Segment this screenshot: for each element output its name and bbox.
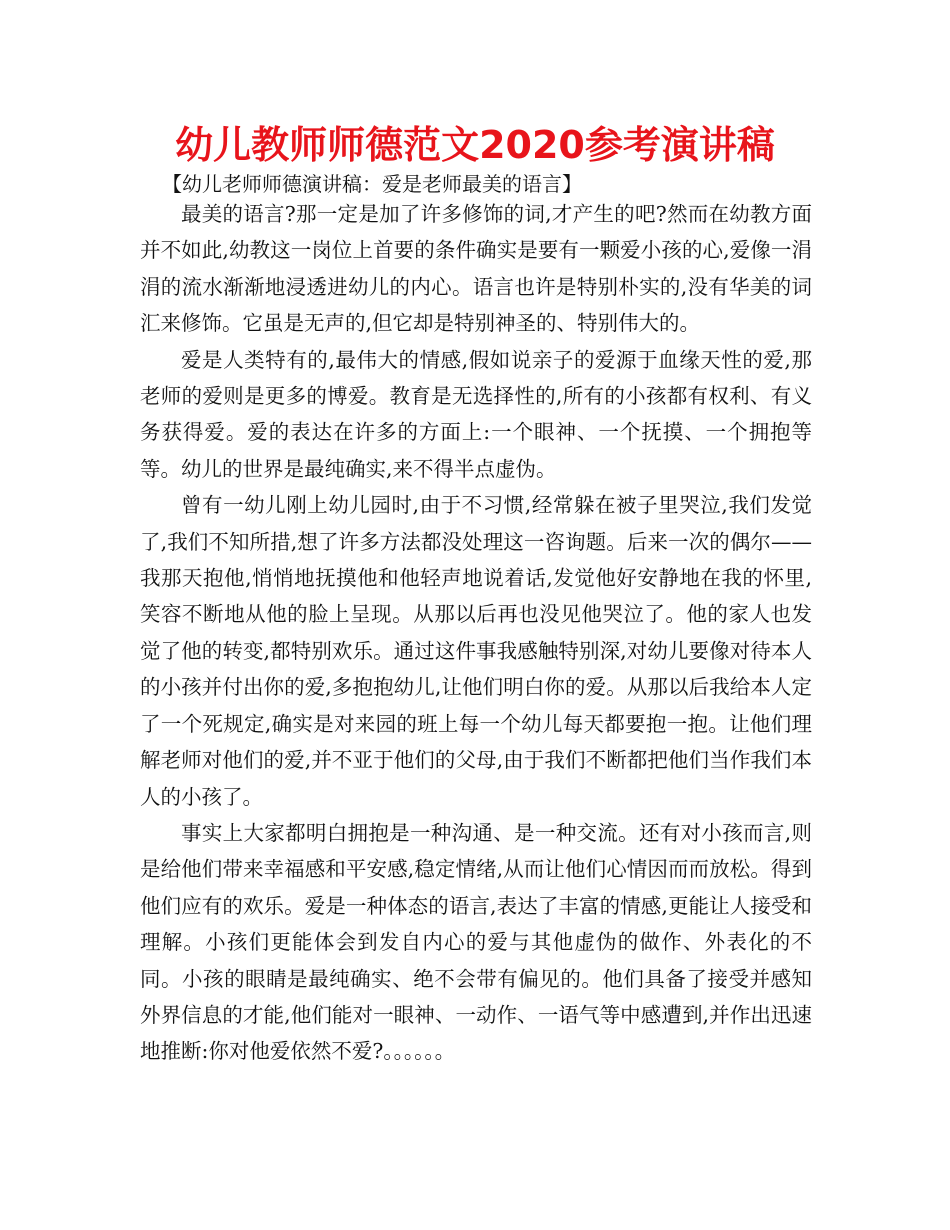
- document-body: [140, 196, 812, 1070]
- document-title: 幼儿教师师德范文2020参考演讲稿: [175, 123, 775, 167]
- paragraph: 事实上大家都明白拥抱是一种沟通、是一种交流。还有对小孩而言,则是给他们带来幸福感和平安感,稳定情绪,从而让他们心情因而而放松。得到他们应有的欢乐。爱是一种体态的语言,表达了丰富的情感,更能让人接受和理解。小孩们更能体会到发自内心的爱与其他虚伪的做作、外表化的不同。小孩的眼睛是最纯确实、绝不会带有偏见的。他们具备了接受并感知外界信息的才能,他们能对一眼神、一动作、一语气等中感遭到,并作出迅速地推断:你对他爱依然不爱?。。。。。。: [140, 820, 812, 1064]
- paragraph: 曾有一幼儿刚上幼儿园时,由于不习惯,经常躲在被子里哭泣,我们发觉了,我们不知所措,想了许多方法都没处理这一咨询题。后来一次的偶尔——我那天抱他,悄悄地抚摸他和他轻声地说着话,发觉他好安静地在我的怀里,笑容不断地从他的脸上呈现。从那以后再也没见他哭泣了。他的家人也发觉了他的转变,都特别欢乐。通过这件事我感触特别深,对幼儿要像对待本人的小孩并付出你的爱,多抱抱幼儿,让他们明白你的爱。从那以后我给本人定了一个死规定,确实是对来园的班上每一个幼儿每天都要抱一抱。让他们理解老师对他们的爱,并不亚于他们的父母,由于我们不断都把他们当作我们本人的小孩了。: [140, 493, 812, 809]
- paragraph: 爱是人类特有的,最伟大的情感,假如说亲子的爱源于血缘天性的爱,那老师的爱则是更多的博爱。教育是无选择性的,所有的小孩都有权利、有义务获得爱。爱的表达在许多的方面上:一个眼神、一个抚摸、一个拥抱等等。幼儿的世界是最纯确实,来不得半点虚伪。: [140, 347, 812, 481]
- document-subtitle: 【幼儿老师师德演讲稿：爱是老师最美的语言】: [162, 172, 582, 196]
- paragraph: 最美的语言?那一定是加了许多修饰的词,才产生的吧?然而在幼教方面并不如此,幼教这一岗位上首要的条件确实是要有一颗爱小孩的心,爱像一涓涓的流水渐渐地浸透进幼儿的内心。语言也许是特别朴实的,没有华美的词汇来修饰。它虽是无声的,但它却是特别神圣的、特别伟大的。: [140, 202, 812, 336]
